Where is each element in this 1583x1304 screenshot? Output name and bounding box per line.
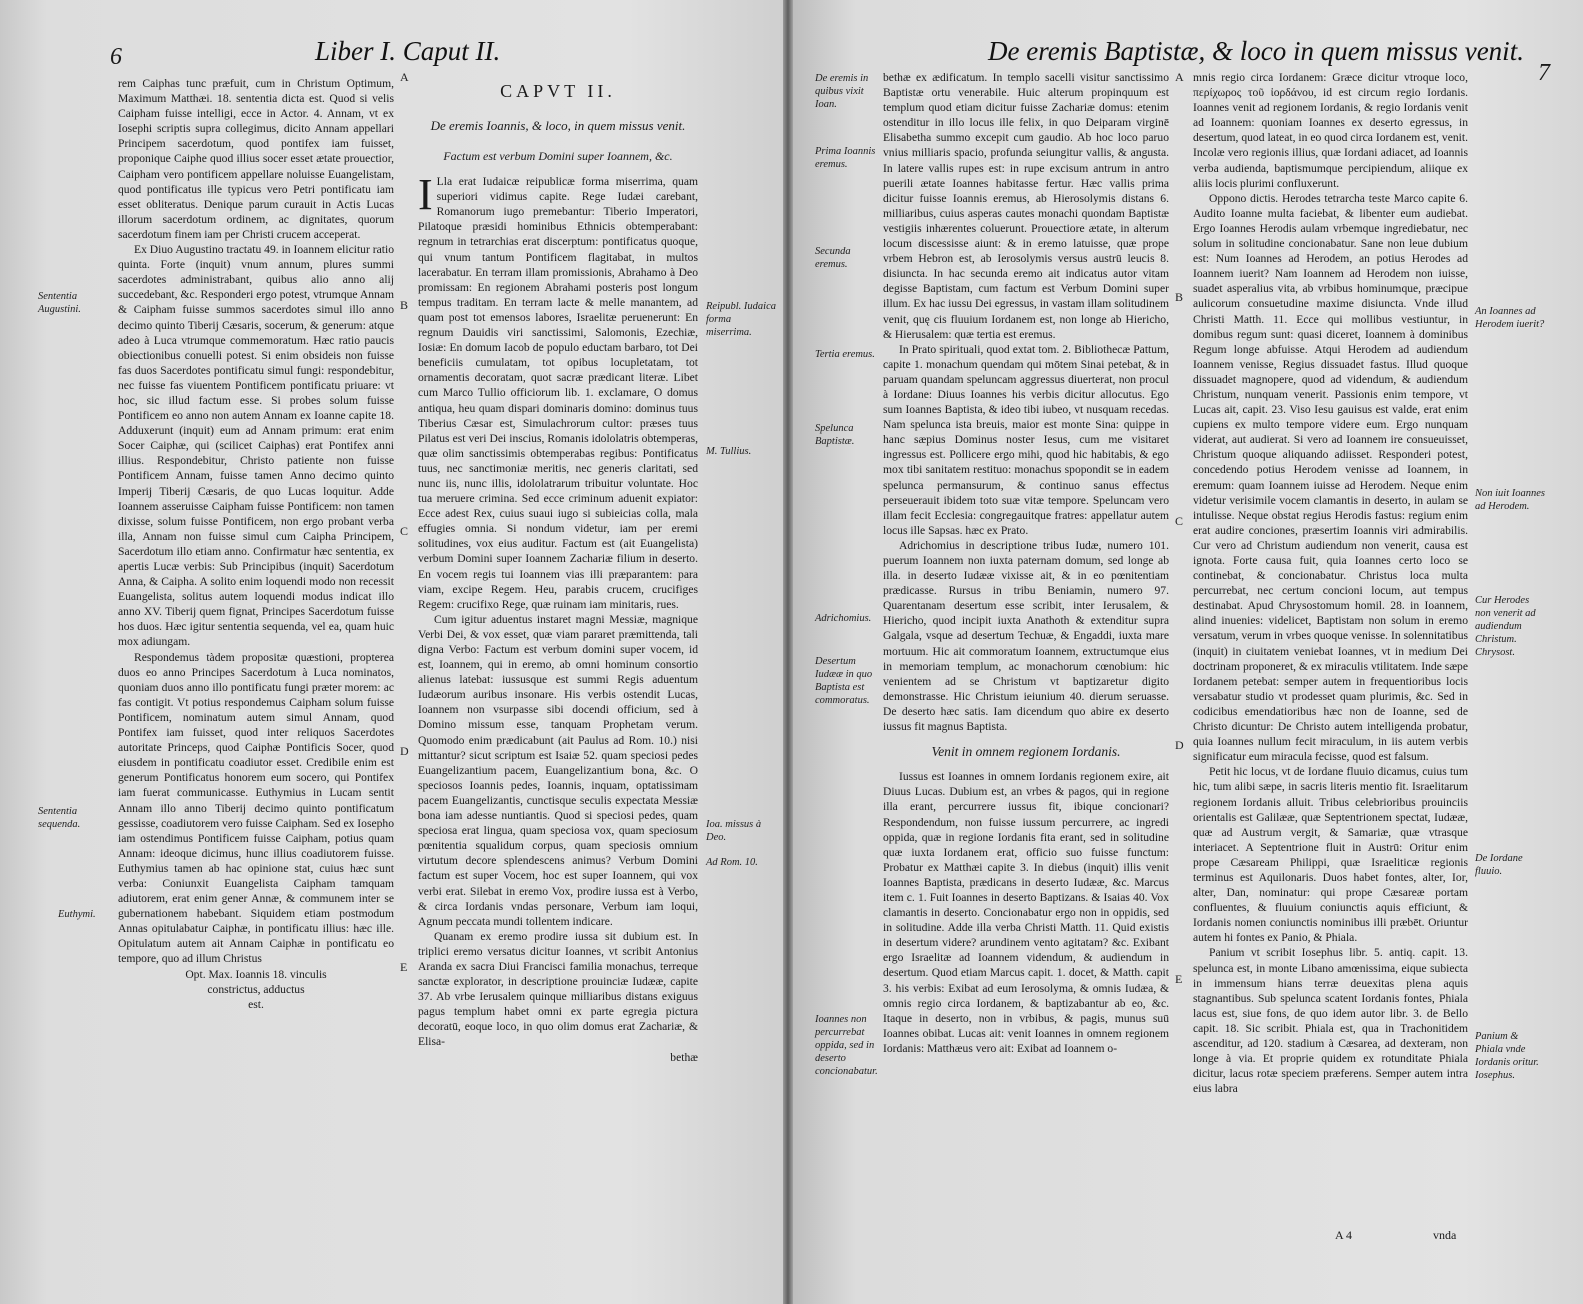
margin-note: Euthymi. <box>58 909 96 920</box>
margin-note: Sententia Augustini. <box>38 291 81 315</box>
catchword: vnda <box>1433 1228 1457 1242</box>
section-letter: A <box>1175 70 1184 84</box>
margin-note: Adrichomius. <box>815 613 872 624</box>
left-page <box>0 0 783 1304</box>
paragraph: bethæ ex ædificatum. In templo sacelli visitur sanctissimo Baptistæ ortu venerabile. Huic alterum propinquum est templum quod etiam dicitur fuisse Zachariæ domus: etenim ostenditur in illo locus ille felix, in quo Deiparam virginē Elisabetha summo excepit cum gaudio. Ab hoc loco paruo vnius milliaris spacio, profunda seiungitur vallis, & angusta. In latere vallis rupes est: in rupe excisum antrum in antro puerili ætate Ioannes habitasse fertur. Hæc vallis prima dicitur fuisse Ioannis eremus, ab Hierosolymis distans 6. milliaribus, cuius asperas cautes monachi quondam Baptistæ vestigiis inhærentes coluerunt. Prouectiore ætate, in alterum locum discessisse aiunt: & in eremo latuisse, quæ prope vrbem Hebron est, ab Ierosolymis versus austrū leucis 8. disiuncta. In hac secunda eremo ait indicatus autor vitam degisse Baptistam, cum factum est Verbum Domini super illum. Ex hac iussu Dei egressus, in vastam illam solitudinem venit, quę cis fluuium Iordanem est, non longe ab Hiericho, & Hierusalem: quæ tertia est eremus. <box>883 71 1169 341</box>
margin-note: Cur Herodes non venerit ad audiendum Christum. Chrysost. <box>1475 595 1536 658</box>
paragraph-tail-line: est. <box>248 997 264 1011</box>
paragraph: Oppono dictis. Herodes tetrarcha teste Marco capite 6. Audito Ioanne multa faciebat, & libenter eum audiebat. Ergo Ioannes Herodis aulam vrbemque ingrediebatur, nec solum in solitudine concionabatur. Sane non leue dubium est: Num Ioannes ad Herodem, an potius Herodes ad Ioannem iuerit? Nam Ioannem ad Herodem non iuisse, suadet asperalius vita, ab vrbibus hominumque, præcipue aulicorum consuetudine maxime disiuncta. Vnde illud Christi Matth. 11. Ecce qui mollibus vestiuntur, in domibus regum sunt: quasi diceret, Ioannem à dominibus Regum longe abfuisse. Atqui Herodem ad audiendum Ioannem venisse, Regius dissuadet fastus. Illud quoque dissuadet magnopere, quod ad videndum, & audiendum Christum, nunquam venerit. Passionis enim tempore, vt Lucas ait, capit. 23. Viso Iesu gauisus est valde, erat enim cupiens ex multo tempore videre eum. Ergo nunquam viderat, aut audierat. Si vero ad Ioannem ire consueuisset, Christum quoque aliquando adiisset. Responderi potest, concedendo potius Herodem venisse ad Ioannem, in eremum: quam Ioannem iuisse ad Herodem. Neque enim videtur verisimile vocem clamantis in deserto, in aulam se intulisse. Neque obstat regius Herodis fastus: regium enim erat audire conciones, præsertim Ioannis viri admirabilis. Cur vero ad Christum audiendum non venerit, causa est ignota. Forte causa fuit, quia Ioannes certo loco se continebat, & concionabatur. Christus loca multa percurrebat, nec certum concioni locum, aut tempus destinabat. Apud Chrysostomum homil. 28. in Ioannem, alind inuenies: videlicet, Baptistam non solum in eremo versatum, verum in vrbes quoque venisse. In solennitatibus (inquit) in ciuitatem veniebat Ioannes, vt in medium Dei doctrinam proponeret, & ex miraculis vtilitatem. Inde sæpe Iordanem petebat: semper autem in frequentioribus locis versabatur studio vt prodesset quam plurimis, &c. Sed in codicibus emendatioribus hæc non de Ioanne, sed de Christo dicuntur: De Christo autem intelligenda probatur, quia Ioannes nullum fecit miraculum, in iis autem verbis significatur eum miracula fecisse, quod est falsum. <box>1193 191 1468 764</box>
section-letter: B <box>400 298 409 312</box>
section-letter: D <box>400 744 409 758</box>
right-page-number: 7 <box>1538 60 1550 86</box>
catchword: bethæ <box>670 1050 698 1064</box>
section-letter: D <box>1175 738 1184 752</box>
paragraph: In Prato spirituali, quod extat tom. 2. Bibliothecæ Pattum, capite 1. monachum quendam qui mōtem Sinai petebat, & in paruam quandam speluncam aggressus diuerterat, non procul à Iordane: Diuus Ioannes his verbis dicitur allocutus. Ego sum Ioannes Baptista, & ideo tibi iubeo, vt nusquam recedas. Nam spelunca ista breuis, maior est monte Sina: quippe in hanc sæpius Dominus noster Iesus, cum me visitaret ingressus est. Pollicere ergo mihi, quod hic habitabis, & ego mox tibi sanitatem restituo: monachus spopondit se in eadem spelunca permansurum, & continuo sanus effectus perseuerauit ibidem toto suæ vitæ tempore. Speluncam vero illam fecit Ecclesia: congregauitque fratres: appellatur autem locus ille Sapsas. hæc ex Prato. <box>883 342 1169 537</box>
margin-note: Tertia eremus. <box>815 349 875 360</box>
chapter-subtitle: De eremis Ioannis, & loco, in quem missus venit. <box>430 118 686 134</box>
right-page <box>793 0 1583 1304</box>
margin-note: Ioannes non percurrebat oppida, sed in deserto concionabatur. <box>815 1014 878 1077</box>
left-page-number: 6 <box>110 44 122 70</box>
section-letter: B <box>1175 290 1184 304</box>
section-letter: C <box>1175 514 1184 528</box>
margin-note: De Iordane fluuio. <box>1475 853 1523 877</box>
paragraph: rem Caiphas tunc præfuit, cum in Christum Optimum, Maximum Matthæi. 18. sententia dicta est. Quod si velis Caipham fuisse intelligi, ecce in Actor. 4. Annam, vt ex Iosephi scriptis supra collegimus, dicito Annam appellari Principem sacerdotum, quod pontifex iam fuisset, proponique Caiphe quod illius socer esset ætate prouectior, Caipham vero pontificem appellare noluisse Euangelistam, quod pontificatus ille typicus vero Petri pontificatu iam esset obliteratus. Denique parum curauit in Actis Lucas illorum sacerdotum ordinem, ac dignitates, quorum sacerdotum finem iam per Christi crucem acceperat. <box>118 77 394 241</box>
paragraph: Petit hic locus, vt de Iordane fluuio dicamus, cuius tum hic, tum alibi sæpe, in sacris literis mentio fit. Israelitarum regionem Iordanis alluit. Tribus celebrioribus prouinciis orientalis est Galilææ, quæ Septentrionem spectat, Iudææ, quæ ad Austrum vergit, & Samariæ, quæ vtrasque interiacet. A Septentrione fluit in Austrū: Oritur enim prope Cæsaream Philippi, quæ Israeliticæ regionis terminus est Aquilonaris. Duos habet fontes, alter, Ior, alter, Dan, nominatur: qui prope Cæsareæ portam confluentes, & fluuium coniunctis aquis efficiunt, & Iordanis nomen coniunctis nominibus illi præbēt. Oriuntur autem hi fontes ex Panio, & Phiala. <box>1193 765 1468 945</box>
paragraph: mnis regio circa Iordanem: Græce dicitur vtroque loco, περίχωρος τοῦ ἰορδάνου, id est circum regio Iordanis. Ioannes venit ad regionem Iordanis, & regio Iordanis venit ad Ioannem: quoniam Ioannes ex deserto egressus, in desertum, quod lateat, in eo quod circa Iordanem est, venit. Incolæ vero regionis illius, quæ Iordani adiacet, ad Ioannis verba audienda, baptismumque percipiendum, aliique ex aliis locis plurimi confluxerunt. <box>1193 71 1468 190</box>
signature-mark: A 4 <box>1335 1228 1353 1242</box>
margin-note: Desertum Iudææ in quo Baptista est commoratus. <box>815 656 873 706</box>
section-letter: A <box>400 70 409 84</box>
paragraph: Respondemus tàdem propositæ quæstioni, propterea duos eo anno Principes Sacerdotum à Luca nominatos, quoniam duos anno illo pontificatu fungi præter morem: ac fas contigit. Vt potius respondemus Caipham solum fuisse Pontificem, nominatum autem simul Annam, quod Pontifex iam fuisset, quod inter reliquos Sacerdotes autoritate Princeps, quod Caiphæ Pontificis Socer, quod eiusdem in pontificatu coadiutor esset. Credibile enim est generum Pontificatus honorem eum socero, qui Pontifex iam fuerat communicasse. Euthymius in Lucam sentit Annam illo anno Tiberij decimo quinto pontificatum gessisse, coadiutorem vero fuisse Caipham. Sed ex Iosepho iam ostendimus Pontificem fuisse Caipham, potius quam Annam: ideoque dicimus, hunc illius coadiutorem fuisse. Euthymius tamen ab hac opinione stat, cuius hæc sunt verba: Coniunxit Euangelista Caipham tamquam adiutorem, erat enim gener Annæ, & communem inter se gubernationem habebant. Siquidem etiam postmodum Annas opitulabatur Caiphæ, in pontificatu illius: hæc ille. Opitulatum autem ait Annam Caiphæ in pontificatu eo tempore, quo ad illum Christus <box>118 650 394 966</box>
margin-note: Prima Ioannis eremus. <box>815 146 876 170</box>
margin-note: Ioa. missus à Deo. <box>706 819 762 843</box>
margin-note: Sententia sequenda. <box>38 806 81 830</box>
paragraph: Quanam ex eremo prodire iussa sit dubium est. In triplici eremo versatus dicitur Ioannes, vt scribit Antonius Aranda ex sacra Diui Francisci familia monachus, terreque sanctæ explorator, in descriptione prouinciæ Iudææ, capite 37. Ab vrbe Ierusalem quinque milliaribus distans exiguus pagus templum habet omni ex parte egregia pictura decoratū, eoque loco, in quo olim domus erat Zachariæ, & Elisa- <box>418 929 698 1049</box>
margin-note: An Ioannes ad Herodem iuerit? <box>1475 306 1545 330</box>
right-column-1 <box>883 70 1169 1210</box>
chapter-verse: Factum est verbum Domini super Ioannem, &c. <box>443 149 673 164</box>
paragraph-tail-line: constrictus, adductus <box>207 982 305 996</box>
section-letter: E <box>1175 972 1183 986</box>
paragraph-tail-line: Opt. Max. Ioannis 18. vinculis <box>185 967 327 981</box>
book-gutter <box>783 0 793 1304</box>
left-column-2 <box>418 76 698 1216</box>
paragraph: Iussus est Ioannes in omnem Iordanis regionem exire, ait Diuus Lucas. Dubium est, an vrbes & pagos, qui in regione illa erant, percurrere iussus fit, ibique concionari? Respondendum, non fuisse iussum percurrere, ac ingredi oppida, quæ in regione Iordanis fita erant, sed in solitudine quæ iuxta Iordanem erat, officio suo fuisse functum: Probatur ex Matthæi capite 3. In diebus (inquit) illis venit Ioannes Baptista, prædicans in deserto Iudææ, &c. Marcus item c. 1. Fuit Ioannes in deserto Baptizans. & Isaias 40. Vox clamantis in deserto. Concionabatur ergo non in oppidis, sed in solitudine. Adde illa verba Christi Matth. 11. Quid existis in desertum videre? arundinem vento agitatam? &c. Exibant ergo Israelitæ ad Ioannem videndum, & audiendum in desertum. Quod etiam Marcus capit. 1. docet, & Matth. capit 3. his verbis: Exibat ad eum Ierosolyma, & omnis Iudæa, & omnis regio circa Iordanem, & baptizabantur ab eo, &c. Itaque in deserto, non in vrbibus, & pagis, munus suū Ioannes obibat. Lucas ait: venit Ioannes in omnem regionem Iordanis: Matthæus vero ait: Exibat ad Ioannem o- <box>883 770 1169 1055</box>
left-running-head: Liber I. Caput II. <box>315 36 501 66</box>
paragraph: Ex Diuo Augustino tractatu 49. in Ioannem elicitur ratio quinta. Forte (inquit) vnum annum, plures summi sacerdotes administrabant, quibus alio anno alij succedebant, &c. Responderi ergo potest, vtrumque Annam & Caipham fuisse summos sacerdotes simul illo anno decimo quinto Tiberij Cæsaris, socerum, & generum: atque adeo à Luca vtrumque commemoratum. Hæc ratio paucis obiectionibus conuelli potest. Si enim obsideis non fuisse fas duos Sacerdotes pontificatu simul fungi: respondebitur, nec fuisse fas viuentem Pontificem pontificatu priuare: vt hoc, sic illud factum esse. Si probes solum fuisse Pontificem eo anno non autem Annam ex Ioanne capite 18. Adduxerunt (inquit) eum ad Annam primum: erat enim Socer Caiphæ, qui (scilicet Caiphas) erat Pontifex anni illius. Respondebitur, Christo patiente non fuisse Pontificem Annam, fuisse tamen Anno decimo quinto Imperij Tiberij Cæsaris, de quo Lucas loquitur. Adde Ioannem asseruisse Caipham fuisse Pontificem: non tamen dixisse, solum fuisse Pontificem, non ergo probant verba illa, Annam non fuisse simul cum Caipha Principem, Sacerdotum illo etiam anno. Confirmatur hæc sententia, ex apertis Lucæ verbis: Sub Principibus (inquit) Sacerdotum Anna, & Caipha. A solito enim loquendi modo non recessit Euangelista, solitus autem loquendi modus indicat illo anno XV. Tiberij quem fignat, Principes Sacerdotum fuisse hos duos. Hæc igitur sententia sequenda, vel ea, quam huic mox adiungam. <box>118 243 394 649</box>
margin-note: Spelunca Baptistæ. <box>815 423 855 447</box>
section-heading: Venit in omnem regionem Iordanis. <box>931 744 1121 760</box>
section-letter: C <box>400 524 409 538</box>
section-letter: E <box>400 960 408 974</box>
margin-note: M. Tullius. <box>706 446 752 457</box>
margin-note: Ad Rom. 10. <box>706 857 758 868</box>
paragraph: Cum igitur aduentus instaret magni Messiæ, magnique Verbi Dei, & vox esset, quæ viam pararet præmittenda, tali digna Verbo: Factum est verbum domini super vocem, id est, Ioannem, qui in eremo, ab omni hominum consortio alienus latebat: iussusque est summi Regis aduentum Iudæorum auribus insonare. His verbis ostendit Lucas, Ioannem non vsurpasse sibi docendi officium, sed à Domino missum esse, tanquam Prophetam verum. Quomodo enim prædicabunt (ait Paulus ad Rom. 10.) nisi mittantur? sicut scriptum est Isaiæ 52. quam speciosi pedes Euangelizantium pacem, Euangelizantium bona, &c. O speciosos Ioannis pedes, Ioannis, inquam, optatissimam pacem Euangelizantis, cunctisque seculis expectata Messiæ bona iam adesse nuntiantis. Quod si speciosi pedes, quam speciosa erat lingua, quam speciosa vox, quam speciosum pœnitentia squalidum corpus, quam speciosis omnium virtutum decore splendescens animus? Verbum Domini factum est super Vocem, hoc est super Ioannem, qui vox verbi erat. Silebat in eremo Vox, prodire iussa est à Verbo, & circa Iordanis vndas personare, Verbum iam loqui, Agnum peccata mundi tollentem indicare. <box>418 612 698 928</box>
right-running-head: De eremis Baptistæ, & loco in quem missus venit. <box>988 36 1524 66</box>
right-column-2 <box>1193 70 1468 1200</box>
margin-note: Secunda eremus. <box>815 246 851 270</box>
paragraph: Adrichomius in descriptione tribus Iudæ, numero 101. puerum Ioannem non iuxta paternam domum, sed longe ab illa. in deserto Iudææ vixisse ait, & in eo pœnitentiam prædicasse. Rursus in tribu Beniamin, numero 97. Quarentanam desertum esse scribit, inter Ierusalem, & Hiericho, quod incipit iuxta Anathoth & extenditur supra Galgala, vsque ad desertum Techuæ, & Engaddi, iuxta mare mortuum. Hic ait commoratum Ioannem, extructumque eius in memoriam templum, ac monachorum cœnobium: hic venientem ad se Christum vt baptizaretur digito demonstrasse. Hic Christum ieiunium 40. dierum seruasse. De deserto hæc satis. Iam dicendum quo abire ex deserto iussus fit magnus Baptista. <box>883 538 1169 734</box>
drop-cap: I <box>418 170 433 220</box>
chapter-title: CAPVT II. <box>500 81 616 101</box>
margin-note: Non iuit Ioannes ad Herodem. <box>1475 488 1545 512</box>
paragraph: Lla erat Iudaicæ reipublicæ forma miserrima, quam superiori vidimus capite. Rege Iudæi carebant, Romanorum iugo premebantur: Tiberio Imperatori, Pilatoque præsidi hominibus Ethnicis obtemperabant: regnum in tetrarchias erat discerptum: pontificatus quoque, qui vnum tantum Pontificem flagitabat, in multos lacerabatur. En terram illam promissionis, Abrahamo à Deo promissam: En regionem Abrahami posteris post longum tempus traditam. En terram lacte & melle manantem, ad quam post tot emensos labores, Israelitæ peruenerunt: En regnum Dauidis viri sanctissimi, Salomonis, Ezechiæ, Iosiæ: En domum Iacob de populo eductam barbaro, tot Dei beneficiis cumulatam, tot opibus locupletatam, tot ornamentis decoratam, quot sacræ prædicant literæ. Libet cum Marco Tullio officiorum lib. 1. exclamare, O domus antiqua, heu quam dispari dominaris domino: dominus tuus Tiberius Cæsar est, Simulachrorum cultor: præses tuus Pilatus est veri Dei inscius, Romanis idololatris obtemperas, quæ olim sanctissimis obtemperabas regibus: Pontificatus tuus, nec sanctimoniæ meritis, nec generis claritati, sed nunc iis, nunc illis, idololatrarum tribuitur voluntate. Hoc tua meruere crimina. Sed ecce criminum aduenit expiator: Ecce adest Rex, cuius suaui iugo si subieicias colla, mala effugies omnia. Si nondum videtur, iam per eremi solitudines, vox eius auditur. Factum est (ait Euangelista) verbum Domini super Ioannem Zachariæ filium in deserto. En vocem regis tui Ioannem vias illi præparantem: para viam, excipe Regem. Heu, parabis crucem, crucifiges Regem: crucifixo Rege, quæ ruinam iam minitaris, rues. <box>418 175 698 611</box>
paragraph: Panium vt scribit Iosephus libr. 5. antiq. capit. 13. spelunca est, in monte Libano amœnissima, eique subiecta in immensum hians terræ deuexitas plena aquis stagnantibus. Sub spelunca scatent Iordanis fontes, Phiala lacus est, siue fons, de quo idem autor libr. 3. de Bello capit. 18. Sic scribit. Phiala est, qua in Trachonitidem ascenditur, ad 120. stadium à Cæsarea, ad dexteram, non longe à via. Et proprie quidem ex rotunditate Phiala dicitur, lacus rotæ speciem præferens. Semper autem intra eius labra <box>1193 946 1468 1096</box>
margin-note: Panium & Phiala vnde Iordanis oritur. Iosephus. <box>1475 1031 1539 1081</box>
margin-note: Reipubl. Iudaica forma miserrima. <box>706 301 776 338</box>
left-column-1 <box>118 76 394 1156</box>
margin-note: De eremis in quibus vixit Ioan. <box>815 73 869 110</box>
